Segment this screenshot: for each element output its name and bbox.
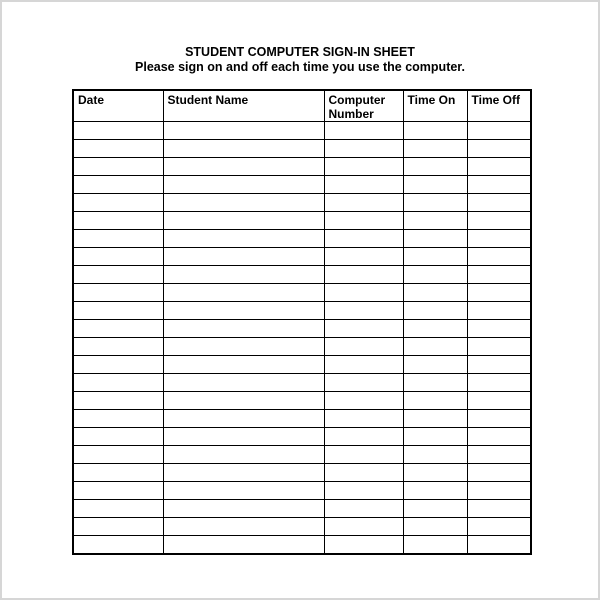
table-cell [73, 176, 163, 194]
table-cell [324, 482, 403, 500]
table-cell [163, 374, 324, 392]
table-cell [324, 230, 403, 248]
table-cell [467, 230, 531, 248]
table-row [73, 284, 531, 302]
table-cell [467, 248, 531, 266]
sign-in-table [72, 89, 532, 555]
table-cell [163, 248, 324, 266]
table-cell [403, 302, 467, 320]
table-cell [467, 356, 531, 374]
table-row [73, 230, 531, 248]
table-cell [467, 176, 531, 194]
table-row [73, 320, 531, 338]
table-cell [467, 482, 531, 500]
table-cell [324, 122, 403, 140]
table-cell [324, 518, 403, 536]
table-cell [73, 338, 163, 356]
table-row [73, 140, 531, 158]
table-cell [324, 212, 403, 230]
table-cell [467, 518, 531, 536]
table-cell [324, 356, 403, 374]
document-header [2, 45, 598, 75]
table-cell [403, 446, 467, 464]
column-header-computer-number: Computer Number [324, 90, 403, 122]
table-cell [467, 194, 531, 212]
table-row [73, 158, 531, 176]
table-cell [467, 374, 531, 392]
table-row [73, 176, 531, 194]
table-cell [73, 230, 163, 248]
table-cell [163, 482, 324, 500]
table-cell [73, 446, 163, 464]
table-row [73, 500, 531, 518]
table-cell [163, 392, 324, 410]
table-cell [163, 428, 324, 446]
column-header-student-name: Student Name [163, 90, 324, 122]
table-row [73, 410, 531, 428]
table-cell [403, 248, 467, 266]
table-cell [73, 212, 163, 230]
table-row [73, 374, 531, 392]
table-cell [163, 338, 324, 356]
table-cell [324, 500, 403, 518]
table-cell [163, 518, 324, 536]
table-cell [73, 302, 163, 320]
table-cell [163, 284, 324, 302]
table-cell [403, 320, 467, 338]
table-cell [467, 320, 531, 338]
table-cell [73, 122, 163, 140]
table-cell [403, 500, 467, 518]
table-cell [324, 428, 403, 446]
table-cell [163, 410, 324, 428]
table-cell [163, 122, 324, 140]
table-cell [73, 518, 163, 536]
table-cell [73, 158, 163, 176]
table-row [73, 248, 531, 266]
table-cell [403, 194, 467, 212]
table-cell [467, 266, 531, 284]
table-row [73, 446, 531, 464]
table-header-row [73, 90, 531, 122]
table-cell [163, 446, 324, 464]
table-row [73, 338, 531, 356]
table-cell [324, 320, 403, 338]
table-cell [73, 374, 163, 392]
table-cell [467, 338, 531, 356]
column-header-date: Date [73, 90, 163, 122]
table-cell [163, 230, 324, 248]
table-cell [73, 266, 163, 284]
table-cell [163, 194, 324, 212]
table-cell [403, 536, 467, 554]
table-cell [163, 500, 324, 518]
table-cell [403, 410, 467, 428]
table-cell [324, 140, 403, 158]
table-row [73, 122, 531, 140]
table-cell [163, 212, 324, 230]
table-cell [73, 140, 163, 158]
table-cell [324, 248, 403, 266]
table-cell [403, 122, 467, 140]
table-cell [467, 284, 531, 302]
table-cell [467, 392, 531, 410]
table-cell [467, 500, 531, 518]
table-cell [403, 212, 467, 230]
table-cell [73, 500, 163, 518]
table-cell [73, 428, 163, 446]
table-row [73, 302, 531, 320]
table-cell [163, 302, 324, 320]
table-cell [73, 284, 163, 302]
table-cell [467, 446, 531, 464]
table-cell [467, 140, 531, 158]
table-row [73, 518, 531, 536]
table-cell [324, 446, 403, 464]
column-header-time-off: Time Off [467, 90, 531, 122]
table-cell [73, 410, 163, 428]
table-cell [73, 320, 163, 338]
table-cell [73, 536, 163, 554]
table-cell [163, 266, 324, 284]
table-cell [163, 158, 324, 176]
table-cell [403, 338, 467, 356]
table-row [73, 482, 531, 500]
table-cell [403, 140, 467, 158]
table-cell [73, 356, 163, 374]
table-cell [403, 374, 467, 392]
table-cell [324, 374, 403, 392]
table-row [73, 428, 531, 446]
table-cell [324, 284, 403, 302]
table-cell [467, 122, 531, 140]
table-cell [403, 356, 467, 374]
table-cell [73, 194, 163, 212]
table-cell [324, 176, 403, 194]
table-row [73, 536, 531, 554]
table-cell [324, 410, 403, 428]
document-title: STUDENT COMPUTER SIGN-IN SHEET [185, 45, 415, 59]
table-cell [73, 392, 163, 410]
table-cell [403, 464, 467, 482]
table-cell [467, 464, 531, 482]
table-cell [324, 194, 403, 212]
table-cell [324, 302, 403, 320]
table-cell [73, 464, 163, 482]
table-cell [403, 266, 467, 284]
table-cell [163, 320, 324, 338]
table-cell [324, 158, 403, 176]
table-cell [403, 428, 467, 446]
table-cell [324, 464, 403, 482]
table-row [73, 392, 531, 410]
table-cell [403, 176, 467, 194]
table-row [73, 212, 531, 230]
table-cell [163, 140, 324, 158]
table-cell [324, 338, 403, 356]
table-cell [324, 536, 403, 554]
table-cell [403, 518, 467, 536]
table-row [73, 194, 531, 212]
document-subtitle: Please sign on and off each time you use the computer. [135, 60, 465, 74]
table-cell [403, 392, 467, 410]
table-cell [467, 302, 531, 320]
table-cell [324, 392, 403, 410]
table-row [73, 266, 531, 284]
table-cell [467, 410, 531, 428]
table-cell [467, 212, 531, 230]
table-cell [467, 536, 531, 554]
table-cell [163, 356, 324, 374]
column-header-time-on: Time On [403, 90, 467, 122]
table-cell [403, 482, 467, 500]
table-cell [163, 464, 324, 482]
table-cell [403, 158, 467, 176]
table-cell [324, 266, 403, 284]
table-row [73, 464, 531, 482]
table-cell [403, 284, 467, 302]
table-cell [163, 536, 324, 554]
table-cell [163, 176, 324, 194]
table-cell [73, 248, 163, 266]
table-cell [73, 482, 163, 500]
table-cell [467, 158, 531, 176]
table-cell [467, 428, 531, 446]
table-row [73, 356, 531, 374]
table-cell [403, 230, 467, 248]
